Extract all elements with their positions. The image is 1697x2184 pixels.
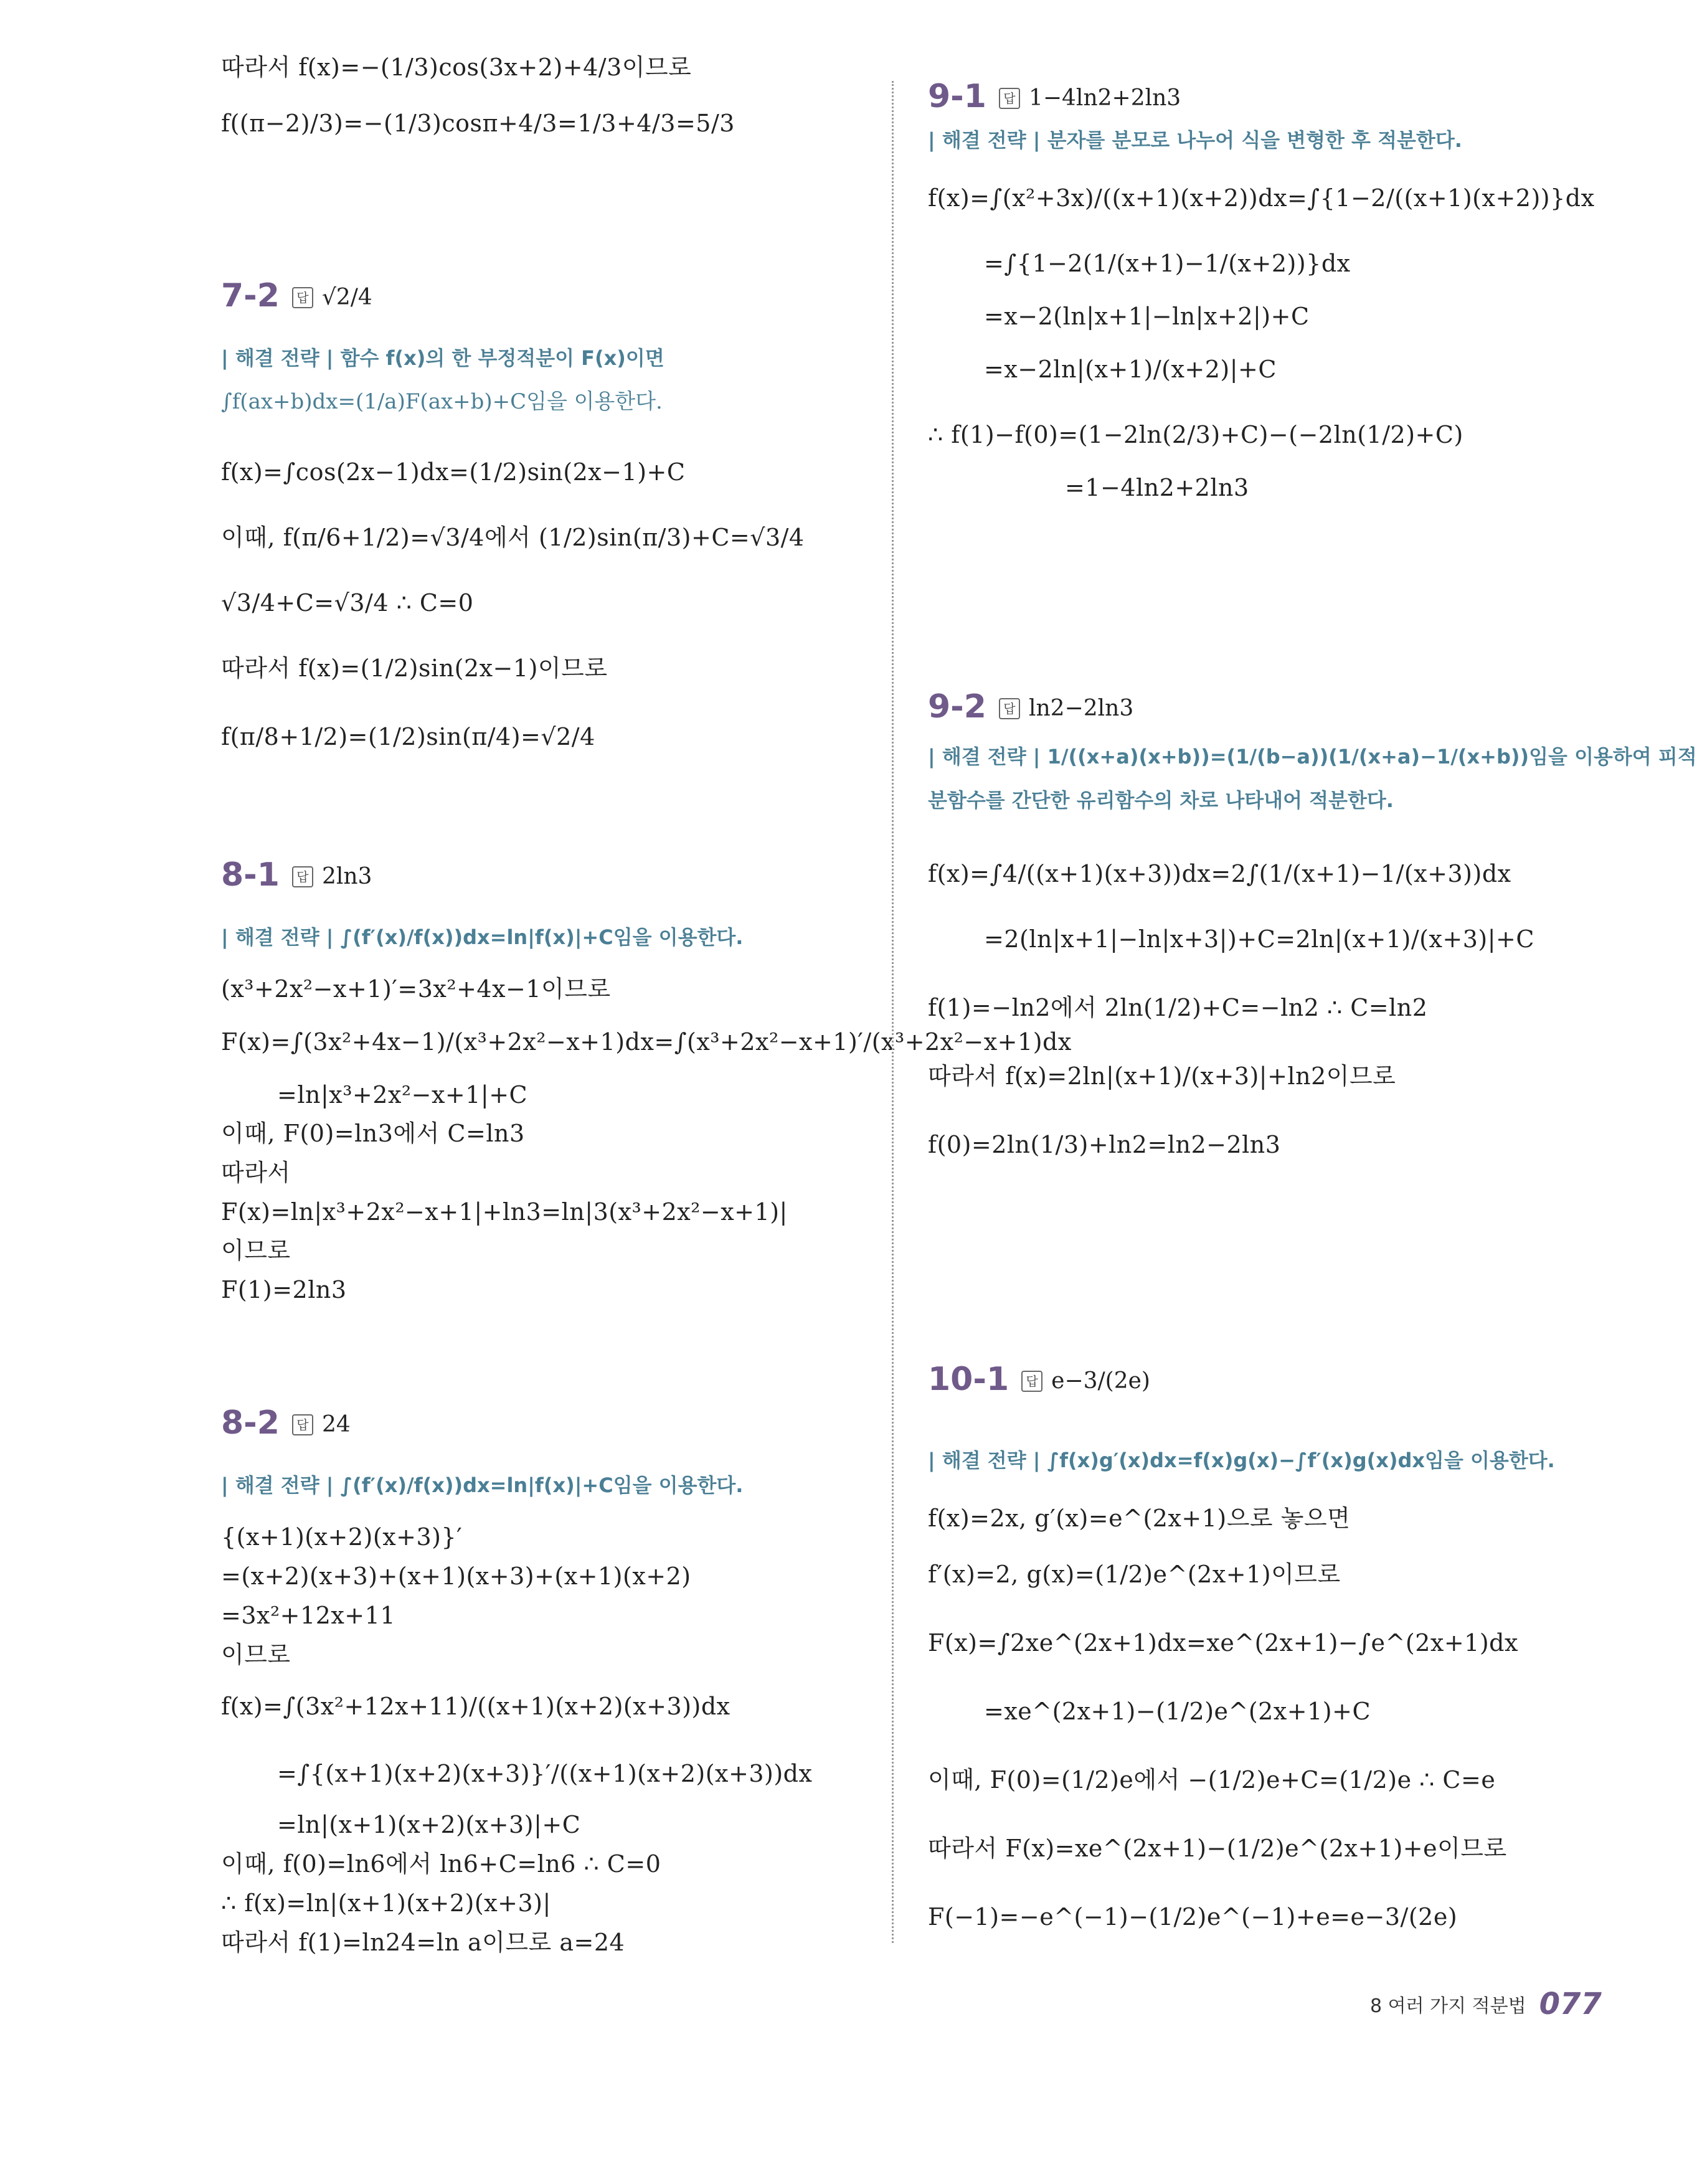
solution-line: F(x)=∫2xe^(2x+1)dx=xe^(2x+1)−∫e^(2x+1)dx — [928, 1629, 1518, 1657]
solution-line: =1−4ln2+2ln3 — [1065, 474, 1249, 501]
problem-header — [928, 1358, 1150, 1403]
solution-line: =∫{(x+1)(x+2)(x+3)}′/((x+1)(x+2)(x+3))dx — [277, 1760, 813, 1787]
strategy-text: 분함수를 간단한 유리함수의 차로 나타내어 적분한다. — [928, 788, 1394, 812]
strategy-formula: ∫f(ax+b)dx=(1/a)F(ax+b)+C임을 이용한다. — [221, 389, 663, 414]
problem-header — [221, 1401, 351, 1447]
solution-line: =ln|(x+1)(x+2)(x+3)|+C — [277, 1811, 581, 1838]
solution-line: F(x)=ln|x³+2x²−x+1|+ln3=ln|3(x³+2x²−x+1)| — [221, 1198, 788, 1226]
solution-line: F(x)=∫(3x²+4x−1)/(x³+2x²−x+1)dx=∫(x³+2x²−x+1)′/(x³+2x²−x+1)dx — [221, 1028, 1072, 1056]
solution-line: f(π/8+1/2)=(1/2)sin(π/4)=√2/4 — [221, 723, 595, 750]
solution-line: 이므로 — [221, 1641, 291, 1668]
solution-line: 따라서 f(1)=ln24=ln a이므로 a=24 — [221, 1929, 625, 1956]
answer-value: 1−4ln2+2ln3 — [1028, 85, 1181, 111]
solution-line: f(x)=∫4/((x+1)(x+3))dx=2∫(1/(x+1)−1/(x+3))dx — [928, 860, 1511, 887]
answer-value: 2ln3 — [321, 864, 372, 889]
solution-line: F(1)=2ln3 — [221, 1276, 347, 1303]
solution-line: 이때, f(π/6+1/2)=√3/4에서 (1/2)sin(π/3)+C=√3/4 — [221, 524, 805, 551]
solution-line: 이때, F(0)=ln3에서 C=ln3 — [221, 1120, 525, 1147]
solution-line: ∴ f(1)−f(0)=(1−2ln(2/3)+C)−(−2ln(1/2)+C) — [928, 421, 1463, 448]
solution-line: =ln|x³+2x²−x+1|+C — [277, 1081, 528, 1109]
answer-box-icon: 답 — [292, 866, 313, 887]
strategy-text: | 해결 전략 | 함수 f(x)의 한 부정적분이 F(x)이면 — [221, 346, 664, 370]
solution-line: 이때, f(0)=ln6에서 ln6+C=ln6 ∴ C=0 — [221, 1850, 661, 1878]
solution-line: =2(ln|x+1|−ln|x+3|)+C=2ln|(x+1)/(x+3)|+C — [984, 925, 1534, 953]
solution-line: 따라서 F(x)=xe^(2x+1)−(1/2)e^(2x+1)+e이므로 — [928, 1835, 1507, 1862]
problem-number: 8-2 — [221, 1404, 280, 1442]
solution-line: 따라서 f(x)=2ln|(x+1)/(x+3)|+ln2이므로 — [928, 1062, 1396, 1090]
solution-line: f(x)=∫(3x²+12x+11)/((x+1)(x+2)(x+3))dx — [221, 1693, 730, 1720]
solution-line: f(0)=2ln(1/3)+ln2=ln2−2ln3 — [928, 1131, 1281, 1158]
answer-box-icon: 답 — [292, 1414, 313, 1435]
solution-line: f′(x)=2, g(x)=(1/2)e^(2x+1)이므로 — [928, 1561, 1341, 1588]
solution-line: =xe^(2x+1)−(1/2)e^(2x+1)+C — [984, 1698, 1371, 1725]
answer-value: 24 — [321, 1412, 351, 1437]
solution-line: 따라서 f(x)=−(1/3)cos(3x+2)+4/3이므로 — [221, 54, 692, 81]
column-divider — [892, 81, 894, 1943]
solution-line: =∫{1−2(1/(x+1)−1/(x+2))}dx — [984, 250, 1351, 277]
problem-header — [221, 853, 372, 899]
solution-line: f(x)=2x, g′(x)=e^(2x+1)으로 놓으면 — [928, 1505, 1351, 1532]
strategy-text: | 해결 전략 | ∫(f′(x)/f(x))dx=ln|f(x)|+C임을 이용한다. — [221, 925, 744, 949]
answer-value: ln2−2ln3 — [1028, 696, 1134, 721]
solution-line: f(x)=∫(x²+3x)/((x+1)(x+2))dx=∫{1−2/((x+1)(x+2))}dx — [928, 184, 1595, 212]
solution-line: 따라서 — [221, 1159, 291, 1186]
solution-line: ∴ f(x)=ln|(x+1)(x+2)(x+3)| — [221, 1889, 551, 1917]
solution-line: =x−2(ln|x+1|−ln|x+2|)+C — [984, 303, 1310, 330]
solution-line: 이때, F(0)=(1/2)e에서 −(1/2)e+C=(1/2)e ∴ C=e — [928, 1766, 1496, 1794]
strategy-text: | 해결 전략 | 분자를 분모로 나누어 식을 변형한 후 적분한다. — [928, 128, 1462, 152]
solution-line: 따라서 f(x)=(1/2)sin(2x−1)이므로 — [221, 655, 608, 682]
solution-line: f(x)=∫cos(2x−1)dx=(1/2)sin(2x−1)+C — [221, 458, 686, 486]
solution-line: {(x+1)(x+2)(x+3)}′ — [221, 1523, 463, 1551]
solution-line: =3x²+12x+11 — [221, 1602, 395, 1629]
answer-value: √2/4 — [321, 285, 372, 310]
problem-header — [928, 685, 1133, 730]
solution-line: 이므로 — [221, 1237, 291, 1264]
strategy-text: | 해결 전략 | 1/((x+a)(x+b))=(1/(b−a))(1/(x+a)−1/(x+b))임을 이용하여 피적 — [928, 745, 1697, 768]
page-number: 077 — [1539, 1987, 1602, 2021]
answer-box-icon: 답 — [999, 698, 1020, 719]
solution-line: F(−1)=−e^(−1)−(1/2)e^(−1)+e=e−3/(2e) — [928, 1903, 1458, 1931]
problem-number: 9-2 — [928, 688, 986, 726]
problem-number: 10-1 — [928, 1361, 1009, 1398]
problem-header — [928, 75, 1181, 120]
problem-number: 9-1 — [928, 78, 986, 115]
answer-box-icon: 답 — [1021, 1371, 1042, 1392]
solution-line: f(1)=−ln2에서 2ln(1/2)+C=−ln2 ∴ C=ln2 — [928, 994, 1428, 1021]
problem-number: 8-1 — [221, 856, 280, 894]
answer-box-icon: 답 — [999, 88, 1020, 109]
strategy-text: | 해결 전략 | ∫(f′(x)/f(x))dx=ln|f(x)|+C임을 이용한다. — [221, 1473, 744, 1497]
solution-line: =x−2ln|(x+1)/(x+2)|+C — [984, 356, 1277, 383]
page-footer — [1370, 1987, 1602, 2021]
solution-line: (x³+2x²−x+1)′=3x²+4x−1이므로 — [221, 975, 611, 1003]
problem-number: 7-2 — [221, 277, 280, 314]
solution-line: =(x+2)(x+3)+(x+1)(x+3)+(x+1)(x+2) — [221, 1562, 691, 1590]
chapter-title: 8 여러 가지 적분법 — [1370, 1995, 1526, 2017]
solution-line: √3/4+C=√3/4 ∴ C=0 — [221, 589, 474, 617]
strategy-text: | 해결 전략 | ∫f(x)g′(x)dx=f(x)g(x)−∫f′(x)g(x)dx임을 이용한다. — [928, 1449, 1555, 1472]
problem-header — [221, 274, 372, 319]
answer-value: e−3/(2e) — [1051, 1368, 1150, 1394]
answer-box-icon: 답 — [292, 287, 313, 308]
solution-line: f((π−2)/3)=−(1/3)cosπ+4/3=1/3+4/3=5/3 — [221, 110, 735, 137]
